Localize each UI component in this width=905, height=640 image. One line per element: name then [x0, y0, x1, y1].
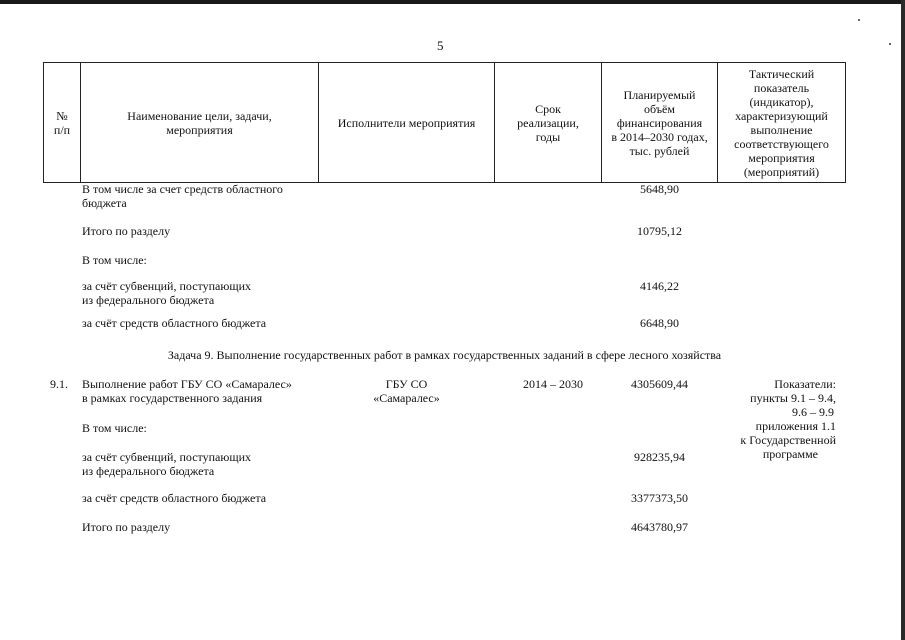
header-col-indicator: Тактический показатель (индикатор), характеризующий выполнение соответствующего мероприятия (мероприятий)	[734, 66, 829, 179]
item-federal-subvention-value: 928235,94	[634, 450, 685, 464]
item-section-total-label: Итого по разделу	[82, 520, 171, 534]
row-section-total-label: Итого по разделу	[82, 224, 171, 238]
scan-top-border	[0, 0, 905, 4]
item-regional-funds-label: за счёт средств областного бюджета	[82, 491, 267, 505]
header-col-executors: Исполнители мероприятия	[337, 115, 476, 130]
scan-speck	[858, 19, 860, 21]
item-section-total-value: 4643780,97	[631, 520, 688, 534]
header-col-term: Срок реализации, годы	[517, 101, 579, 144]
row-regional-budget-value: 5648,90	[640, 182, 679, 196]
task-heading: Задача 9. Выполнение государственных работ в рамках государственных заданий в сфере лесного хозяйства	[167, 348, 722, 362]
item-name: Выполнение работ ГБУ СО «Самаралес» в рамках государственного задания	[82, 377, 292, 405]
item-indicator: Показатели: пункты 9.1 – 9.4, 9.6 – 9.9 приложения 1.1 к Государственной программе	[740, 377, 836, 461]
scan-speck	[889, 43, 891, 45]
item-including-label: В том числе:	[82, 421, 147, 435]
item-regional-funds-value: 3377373,50	[631, 491, 688, 505]
row-regional-budget-label: В том числе за счет средств областного бюджета	[82, 182, 283, 210]
row-including-label: В том числе:	[82, 253, 147, 267]
row-federal-subvention-label: за счёт субвенций, поступающих из федерального бюджета	[82, 279, 251, 307]
header-col-number: № п/п	[53, 108, 71, 137]
item-value: 4305609,44	[631, 377, 688, 391]
item-federal-subvention-label: за счёт субвенций, поступающих из федерального бюджета	[82, 450, 251, 478]
scan-right-border	[901, 0, 905, 640]
item-number: 9.1.	[50, 377, 68, 391]
row-regional-funds-label: за счёт средств областного бюджета	[82, 316, 267, 330]
item-executor: ГБУ СО «Самаралес»	[373, 377, 440, 405]
row-federal-subvention-value: 4146,22	[640, 279, 679, 293]
row-regional-funds-value: 6648,90	[640, 316, 679, 330]
page-number: 5	[437, 38, 444, 53]
item-term: 2014 – 2030	[523, 377, 583, 391]
row-section-total-value: 10795,12	[637, 224, 682, 238]
header-col-financing: Планируемый объём финансирования в 2014–2030 годах, тыс. рублей	[611, 87, 708, 158]
header-col-name: Наименование цели, задачи, мероприятия	[127, 108, 272, 137]
